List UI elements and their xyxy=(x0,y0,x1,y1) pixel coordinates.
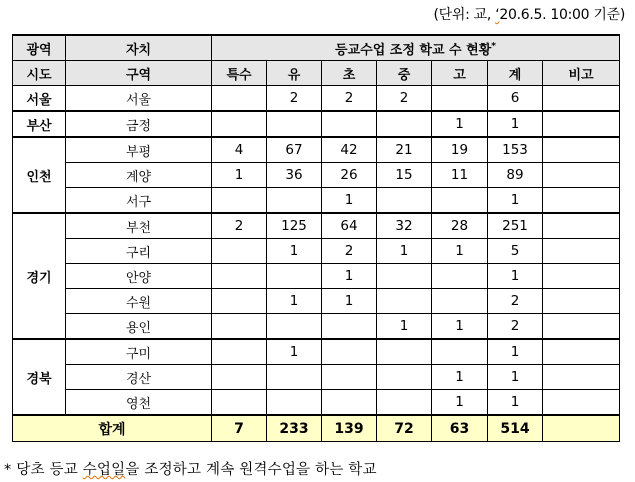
value-cell xyxy=(377,390,432,416)
district-cell: 부천 xyxy=(66,213,212,239)
district-cell: 안양 xyxy=(66,264,212,289)
value-cell: 21 xyxy=(377,137,432,163)
value-cell xyxy=(377,264,432,289)
district-cell: 경산 xyxy=(66,365,212,390)
col-special: 특수 xyxy=(212,61,267,86)
value-cell xyxy=(267,365,322,390)
value-cell xyxy=(432,264,488,289)
district-cell: 금정 xyxy=(66,111,212,137)
value-cell xyxy=(377,365,432,390)
table-row xyxy=(13,86,620,112)
table-row xyxy=(13,289,620,314)
value-cell xyxy=(377,289,432,314)
value-cell xyxy=(267,111,322,137)
value-cell xyxy=(377,188,432,214)
value-cell xyxy=(543,188,620,214)
col-elementary: 초 xyxy=(322,61,377,86)
district-cell: 서구 xyxy=(66,188,212,214)
value-cell xyxy=(212,188,267,214)
value-cell: 1 xyxy=(377,314,432,340)
value-cell: 4 xyxy=(212,137,267,163)
value-cell: 2 xyxy=(212,213,267,239)
group-title-footnote-mark: * xyxy=(491,41,496,52)
value-cell xyxy=(543,213,620,239)
value-cell: 2 xyxy=(322,86,377,112)
table-row xyxy=(13,339,620,365)
value-cell: 5 xyxy=(488,239,543,264)
value-cell xyxy=(212,314,267,340)
value-cell xyxy=(212,365,267,390)
value-cell: 64 xyxy=(322,213,377,239)
col-district-bottom: 구역 xyxy=(66,61,212,86)
value-cell xyxy=(432,339,488,365)
value-cell xyxy=(267,188,322,214)
col-region-top: 광역 xyxy=(13,35,66,61)
footnote-text-marked: 수업일 xyxy=(82,462,126,478)
total-cell: 233 xyxy=(267,415,322,442)
table-row xyxy=(13,365,620,390)
school-adjustment-table xyxy=(12,34,620,442)
value-cell: 1 xyxy=(267,289,322,314)
value-cell: 15 xyxy=(377,163,432,188)
value-cell: 1 xyxy=(432,111,488,137)
footnote xyxy=(4,458,377,479)
total-cell: 7 xyxy=(212,415,267,442)
value-cell: 1 xyxy=(432,239,488,264)
footnote-text-start: 당초 등교 xyxy=(11,462,83,478)
value-cell xyxy=(212,390,267,416)
value-cell xyxy=(267,264,322,289)
district-cell: 수원 xyxy=(66,289,212,314)
footnote-text-end: 을 조정하고 계속 원격수업을 하는 학교 xyxy=(125,462,377,478)
col-high: 고 xyxy=(432,61,488,86)
value-cell xyxy=(322,365,377,390)
table-row xyxy=(13,213,620,239)
value-cell xyxy=(543,86,620,112)
value-cell: 1 xyxy=(488,188,543,214)
value-cell: 1 xyxy=(488,111,543,137)
value-cell: 2 xyxy=(377,86,432,112)
group-title-text: 등교수업 조정 학교 수 현황 xyxy=(335,42,492,58)
value-cell xyxy=(267,314,322,340)
value-cell: 1 xyxy=(488,390,543,416)
value-cell xyxy=(432,86,488,112)
value-cell: 6 xyxy=(488,86,543,112)
table-row xyxy=(13,163,620,188)
value-cell: 32 xyxy=(377,213,432,239)
value-cell xyxy=(322,314,377,340)
value-cell xyxy=(212,264,267,289)
value-cell: 2 xyxy=(488,289,543,314)
value-cell xyxy=(267,390,322,416)
value-cell: 1 xyxy=(432,314,488,340)
value-cell xyxy=(543,289,620,314)
col-sum: 계 xyxy=(488,61,543,86)
value-cell xyxy=(212,289,267,314)
unit-note-quote-mark: ‘ xyxy=(495,7,500,23)
value-cell: 1 xyxy=(488,339,543,365)
region-cell: 경북 xyxy=(13,339,66,415)
total-cell: 139 xyxy=(322,415,377,442)
unit-note-date: 20.6.5. 10:00 기준) xyxy=(499,7,625,23)
group-title xyxy=(212,35,620,61)
total-label: 합계 xyxy=(13,415,212,442)
value-cell: 1 xyxy=(488,365,543,390)
col-region-bottom: 시도 xyxy=(13,61,66,86)
value-cell xyxy=(212,86,267,112)
value-cell: 67 xyxy=(267,137,322,163)
value-cell: 1 xyxy=(212,163,267,188)
table-row xyxy=(13,239,620,264)
value-cell: 1 xyxy=(322,289,377,314)
value-cell xyxy=(322,111,377,137)
value-cell xyxy=(543,365,620,390)
value-cell: 2 xyxy=(488,314,543,340)
footnote-mark: * xyxy=(4,462,12,478)
value-cell xyxy=(543,239,620,264)
value-cell: 1 xyxy=(322,188,377,214)
value-cell xyxy=(543,163,620,188)
value-cell xyxy=(543,314,620,340)
region-cell: 경기 xyxy=(13,213,66,339)
value-cell: 2 xyxy=(267,86,322,112)
table-row xyxy=(13,314,620,340)
col-remarks: 비고 xyxy=(543,61,620,86)
value-cell: 36 xyxy=(267,163,322,188)
value-cell xyxy=(377,339,432,365)
table-row xyxy=(13,264,620,289)
table-row xyxy=(13,188,620,214)
value-cell xyxy=(543,111,620,137)
value-cell xyxy=(322,390,377,416)
total-cell: 72 xyxy=(377,415,432,442)
total-cell xyxy=(543,415,620,442)
total-row xyxy=(13,415,620,442)
value-cell xyxy=(432,289,488,314)
value-cell: 125 xyxy=(267,213,322,239)
district-cell: 서울 xyxy=(66,86,212,112)
district-cell: 영천 xyxy=(66,390,212,416)
col-district-top: 자치 xyxy=(66,35,212,61)
total-cell: 63 xyxy=(432,415,488,442)
table-row xyxy=(13,390,620,416)
district-cell: 구미 xyxy=(66,339,212,365)
value-cell: 1 xyxy=(267,339,322,365)
value-cell: 251 xyxy=(488,213,543,239)
value-cell: 1 xyxy=(322,264,377,289)
value-cell: 1 xyxy=(432,390,488,416)
unit-note-prefix: (단위: 교, xyxy=(433,7,496,23)
value-cell xyxy=(212,111,267,137)
value-cell: 1 xyxy=(377,239,432,264)
value-cell: 19 xyxy=(432,137,488,163)
total-cell: 514 xyxy=(488,415,543,442)
col-middle: 중 xyxy=(377,61,432,86)
region-cell: 서울 xyxy=(13,86,66,112)
district-cell: 용인 xyxy=(66,314,212,340)
value-cell xyxy=(212,239,267,264)
col-kindergarten: 유 xyxy=(267,61,322,86)
value-cell: 26 xyxy=(322,163,377,188)
value-cell: 2 xyxy=(322,239,377,264)
value-cell xyxy=(543,339,620,365)
value-cell xyxy=(432,188,488,214)
value-cell xyxy=(212,339,267,365)
value-cell: 11 xyxy=(432,163,488,188)
value-cell: 42 xyxy=(322,137,377,163)
region-cell: 부산 xyxy=(13,111,66,137)
value-cell xyxy=(543,390,620,416)
value-cell: 1 xyxy=(267,239,322,264)
region-cell: 인천 xyxy=(13,137,66,213)
district-cell: 계양 xyxy=(66,163,212,188)
unit-note xyxy=(434,4,626,24)
value-cell: 89 xyxy=(488,163,543,188)
district-cell: 구리 xyxy=(66,239,212,264)
value-cell xyxy=(543,264,620,289)
value-cell xyxy=(543,137,620,163)
value-cell: 1 xyxy=(488,264,543,289)
table-row xyxy=(13,137,620,163)
district-cell: 부평 xyxy=(66,137,212,163)
value-cell: 1 xyxy=(432,365,488,390)
table-row xyxy=(13,111,620,137)
value-cell xyxy=(377,111,432,137)
value-cell: 28 xyxy=(432,213,488,239)
value-cell: 153 xyxy=(488,137,543,163)
value-cell xyxy=(322,339,377,365)
